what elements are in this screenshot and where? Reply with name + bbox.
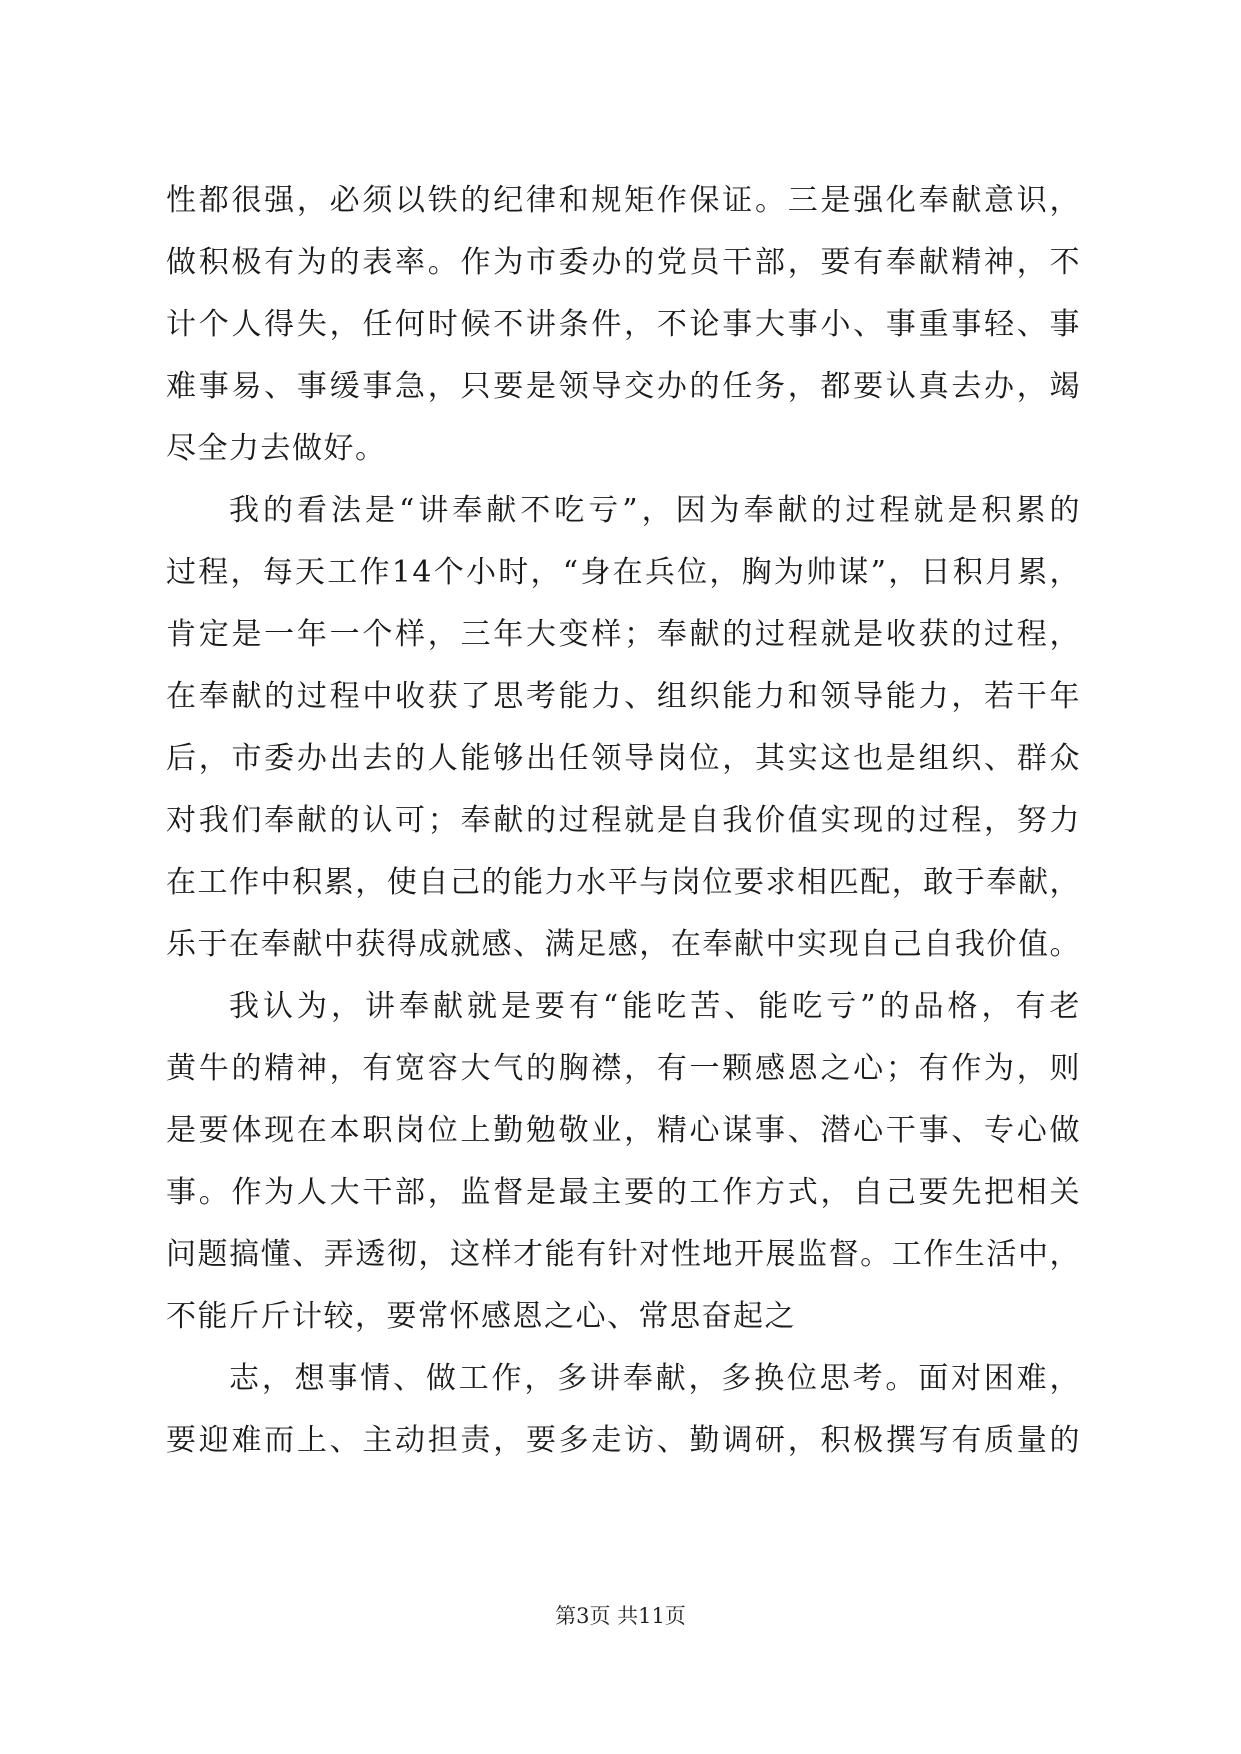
text-line: 后，市委办出去的人能够出任领导岗位，其实这也是组织、群众 [166, 741, 1081, 776]
text-line: 难事易、事缓事急，只要是领导交办的任务，都要认真去办，竭 [166, 369, 1081, 404]
text-line: 问题搞懂、弄透彻，这样才能有针对性地开展监督。工作生活中， [166, 1237, 1081, 1272]
text-line: 不能斤斤计较，要常怀感恩之心、常思奋起之 [166, 1299, 796, 1334]
text-line: 在奉献的过程中收获了思考能力、组织能力和领导能力，若干年 [166, 679, 1081, 714]
text-line: 过程，每天工作14个小时，“身在兵位，胸为帅谋”，日积月累， [166, 555, 1081, 590]
text-line: 事。作为人大干部，监督是最主要的工作方式，自己要先把相关 [166, 1175, 1081, 1210]
text-line: 要迎难而上、主动担责，要多走访、勤调研，积极撰写有质量的 [166, 1423, 1081, 1458]
text-line: 肯定是一年一个样，三年大变样；奉献的过程就是收获的过程， [166, 617, 1081, 652]
text-line: 我的看法是“讲奉献不吃亏”，因为奉献的过程就是积累的 [229, 493, 1081, 528]
text-line: 尽全力去做好。 [166, 431, 387, 466]
text-line: 对我们奉献的认可；奉献的过程就是自我价值实现的过程，努力 [166, 803, 1081, 838]
text-line: 做积极有为的表率。作为市委办的党员干部，要有奉献精神，不 [166, 245, 1081, 280]
document-body [166, 170, 1081, 1472]
page-number-footer: 第3页 共11页 [555, 1604, 686, 1628]
text-line: 乐于在奉献中获得成就感、满足感，在奉献中实现自己自我价值。 [166, 927, 1081, 962]
text-line: 在工作中积累，使自己的能力水平与岗位要求相匹配，敢于奉献， [166, 865, 1081, 900]
text-line: 是要体现在本职岗位上勤勉敬业，精心谋事、潜心干事、专心做 [166, 1113, 1081, 1148]
text-line: 计个人得失，任何时候不讲条件，不论事大事小、事重事轻、事 [166, 307, 1081, 342]
text-line: 黄牛的精神，有宽容大气的胸襟，有一颗感恩之心；有作为，则 [166, 1051, 1081, 1086]
text-line: 我认为，讲奉献就是要有“能吃苦、能吃亏”的品格，有老 [229, 989, 1081, 1024]
text-line: 性都很强，必须以铁的纪律和规矩作保证。三是强化奉献意识， [166, 183, 1081, 218]
text-line: 志，想事情、做工作，多讲奉献，多换位思考。面对困难， [229, 1361, 1081, 1396]
